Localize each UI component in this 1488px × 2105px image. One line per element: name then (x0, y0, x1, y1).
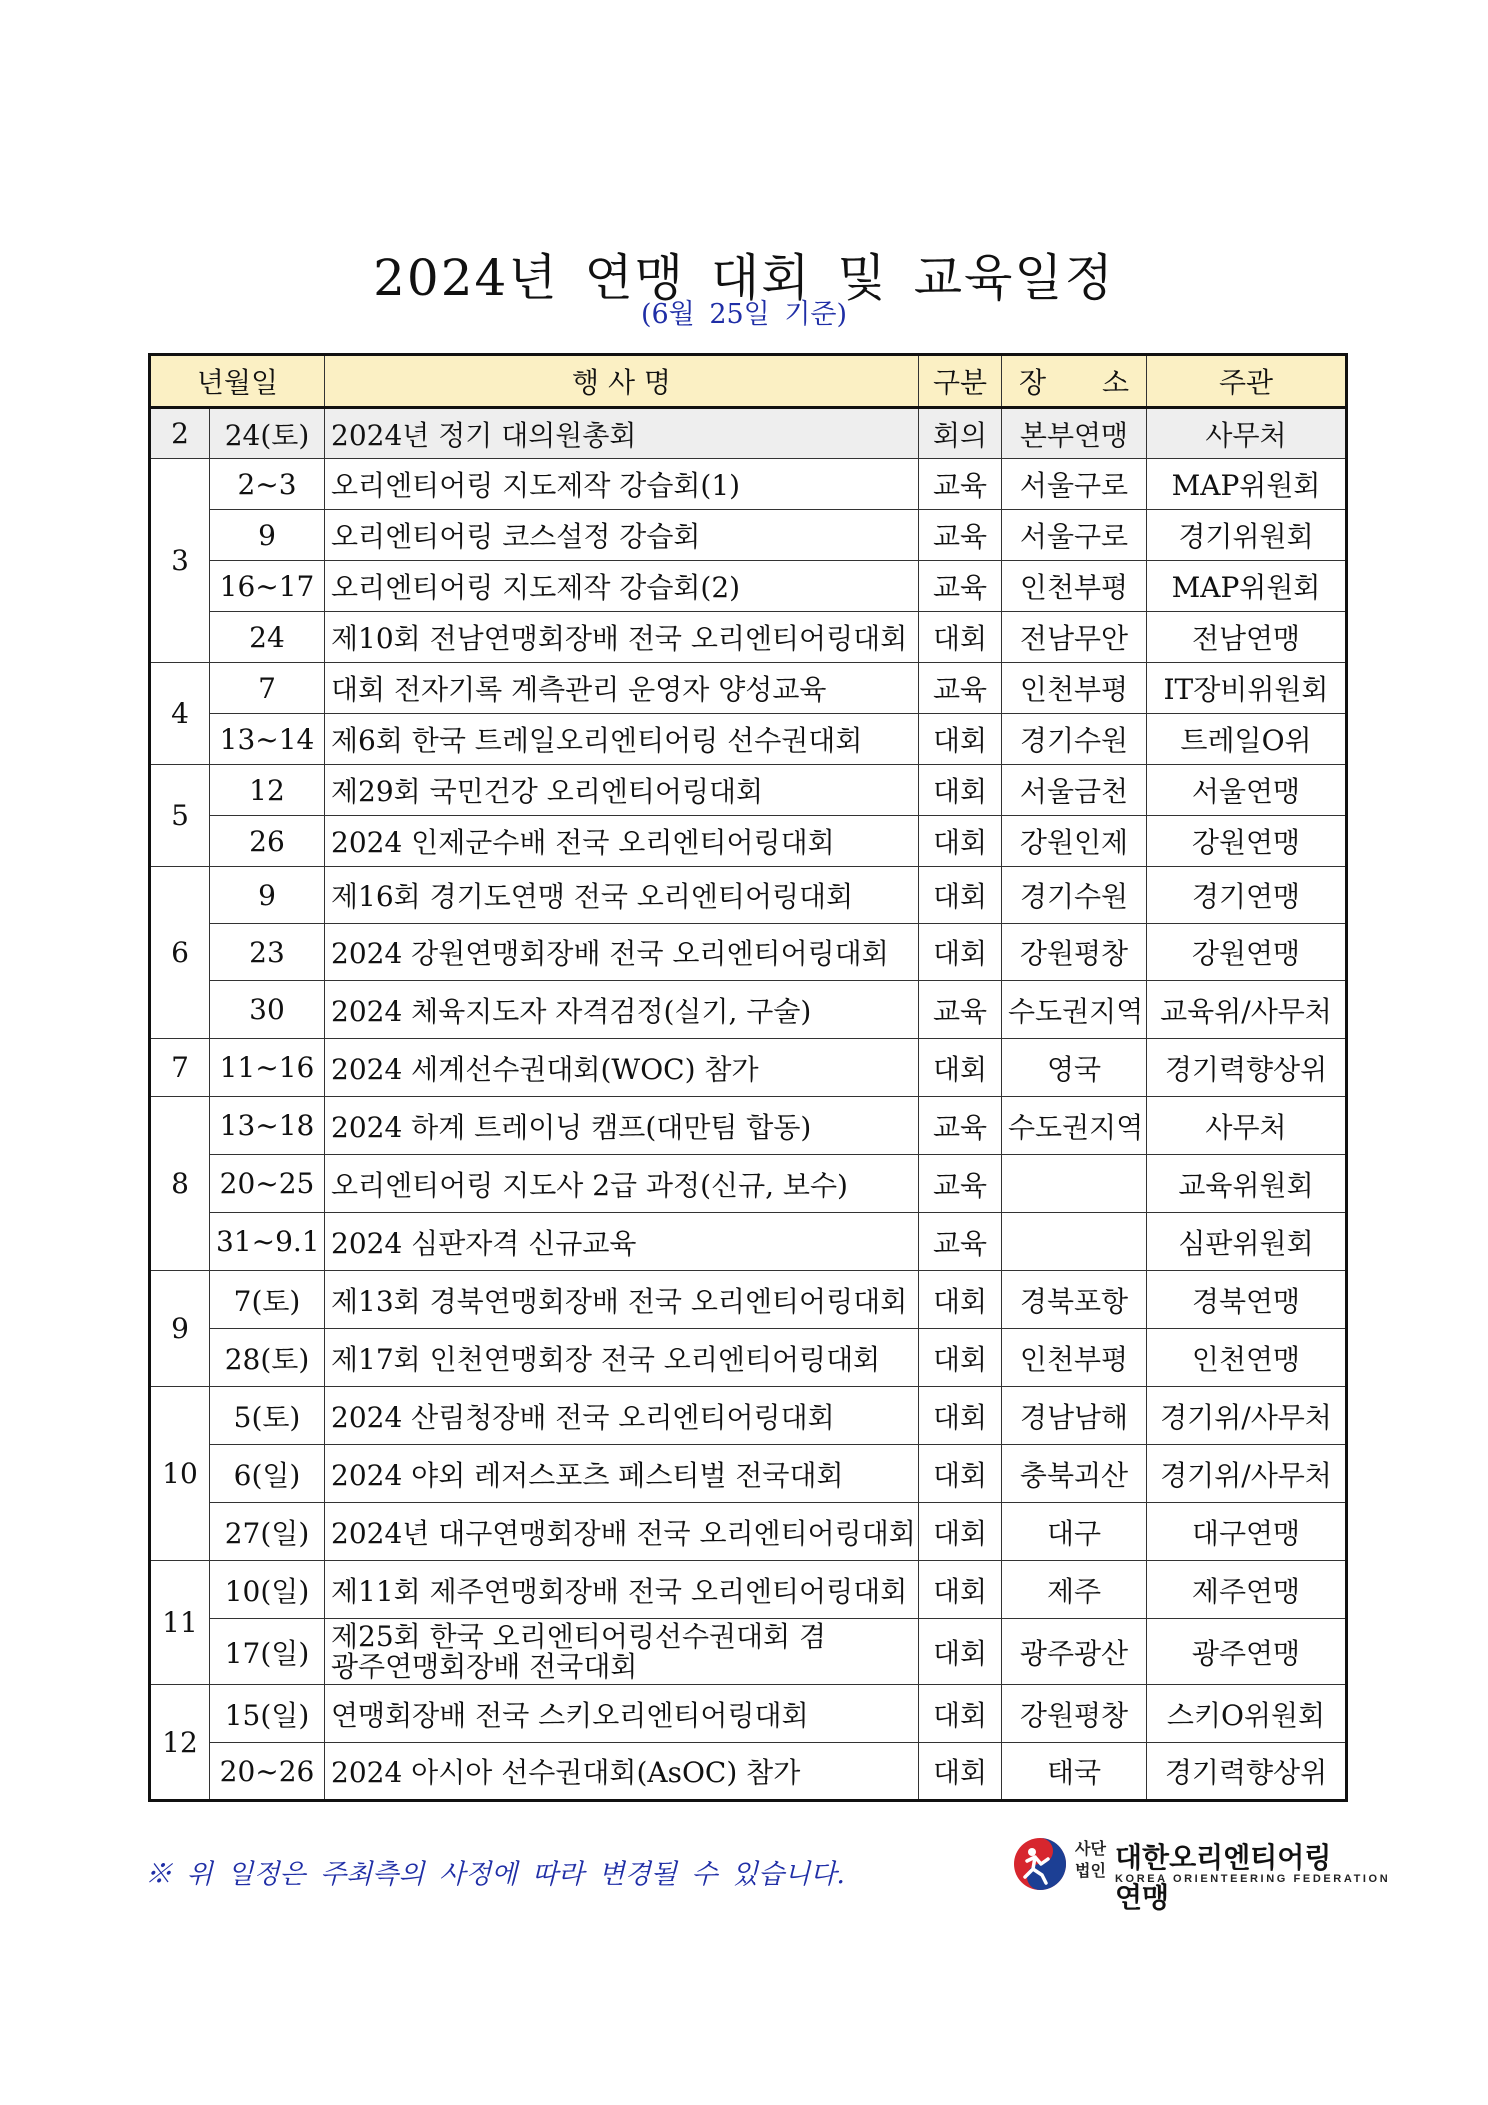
host-cell: 전남연맹 (1147, 612, 1347, 663)
month-cell: 5 (150, 765, 210, 867)
place-cell: 광주광산 (1002, 1619, 1147, 1685)
event-cell: 제17회 인천연맹회장 전국 오리엔티어링대회 (325, 1329, 919, 1387)
event-cell: 2024 아시아 선수권대회(AsOC) 참가 (325, 1743, 919, 1801)
type-cell: 대회 (919, 714, 1002, 765)
host-cell: 대구연맹 (1147, 1503, 1347, 1561)
page-subtitle: (6월 25일 기준) (640, 299, 848, 330)
header-host: 주관 (1147, 355, 1347, 408)
place-cell: 강원평창 (1002, 1685, 1147, 1743)
place-cell: 강원인제 (1002, 816, 1147, 867)
table-row (150, 1039, 1347, 1097)
date-cell: 24 (210, 612, 325, 663)
header-place: 장 소 (1002, 355, 1147, 408)
type-cell: 대회 (919, 1387, 1002, 1445)
event-cell: 제6회 한국 트레일오리엔티어링 선수권대회 (325, 714, 919, 765)
table-row (150, 1387, 1347, 1445)
date-cell: 10(일) (210, 1561, 325, 1619)
host-cell: 강원연맹 (1147, 816, 1347, 867)
host-cell: 경기력향상위 (1147, 1743, 1347, 1801)
date-cell: 12 (210, 765, 325, 816)
date-cell: 31~9.1 (210, 1213, 325, 1271)
event-cell: 2024 심판자격 신규교육 (325, 1213, 919, 1271)
event-cell: 2024 산림청장배 전국 오리엔티어링대회 (325, 1387, 919, 1445)
schedule-table (148, 353, 1348, 1802)
table-row (150, 924, 1347, 981)
place-cell: 인천부평 (1002, 663, 1147, 714)
event-cell: 2024 인제군수배 전국 오리엔티어링대회 (325, 816, 919, 867)
table-row (150, 1685, 1347, 1743)
host-cell: 서울연맹 (1147, 765, 1347, 816)
date-cell: 2~3 (210, 459, 325, 510)
host-cell: 교육위원회 (1147, 1155, 1347, 1213)
date-cell: 9 (210, 510, 325, 561)
place-cell: 서울구로 (1002, 459, 1147, 510)
host-cell: 심판위원회 (1147, 1213, 1347, 1271)
place-cell: 경남남해 (1002, 1387, 1147, 1445)
place-cell: 제주 (1002, 1561, 1147, 1619)
event-cell: 제11회 제주연맹회장배 전국 오리엔티어링대회 (325, 1561, 919, 1619)
type-cell: 대회 (919, 867, 1002, 924)
table-row (150, 612, 1347, 663)
schedule-note: ※ 위 일정은 주최측의 사정에 따라 변경될 수 있습니다. (145, 1859, 845, 1890)
event-cell: 2024년 대구연맹회장배 전국 오리엔티어링대회 (325, 1503, 919, 1561)
table-row (150, 816, 1347, 867)
place-cell: 본부연맹 (1002, 408, 1147, 459)
month-cell: 10 (150, 1387, 210, 1561)
table-row (150, 510, 1347, 561)
host-cell: 경북연맹 (1147, 1271, 1347, 1329)
event-cell: 2024 체육지도자 자격검정(실기, 구술) (325, 981, 919, 1039)
header-event: 행 사 명 (325, 355, 919, 408)
header-type: 구분 (919, 355, 1002, 408)
logo-english-name: KOREA ORIENTEERING FEDERATION (1115, 1873, 1391, 1885)
host-cell: 사무처 (1147, 1097, 1347, 1155)
table-row (150, 1503, 1347, 1561)
event-cell: 2024년 정기 대의원총회 (325, 408, 919, 459)
place-cell: 전남무안 (1002, 612, 1147, 663)
place-cell: 경기수원 (1002, 714, 1147, 765)
host-cell: 경기위/사무처 (1147, 1387, 1347, 1445)
date-cell: 23 (210, 924, 325, 981)
table-row (150, 867, 1347, 924)
place-cell: 인천부평 (1002, 561, 1147, 612)
event-cell: 연맹회장배 전국 스키오리엔티어링대회 (325, 1685, 919, 1743)
table-row (150, 1271, 1347, 1329)
date-cell: 20~25 (210, 1155, 325, 1213)
table-row (150, 1213, 1347, 1271)
place-cell (1002, 1213, 1147, 1271)
date-cell: 7 (210, 663, 325, 714)
type-cell: 대회 (919, 1445, 1002, 1503)
date-cell: 20~26 (210, 1743, 325, 1801)
date-cell: 11~16 (210, 1039, 325, 1097)
table-row (150, 408, 1347, 459)
logo-small-line-2: 법인 (1075, 1863, 1106, 1880)
type-cell: 교육 (919, 663, 1002, 714)
type-cell: 교육 (919, 981, 1002, 1039)
host-cell: IT장비위원회 (1147, 663, 1347, 714)
event-cell: 2024 세계선수권대회(WOC) 참가 (325, 1039, 919, 1097)
table-row (150, 561, 1347, 612)
host-cell: 경기위/사무처 (1147, 1445, 1347, 1503)
place-cell: 영국 (1002, 1039, 1147, 1097)
type-cell: 교육 (919, 510, 1002, 561)
table-row (150, 1155, 1347, 1213)
month-cell: 8 (150, 1097, 210, 1271)
event-cell: 오리엔티어링 지도사 2급 과정(신규, 보수) (325, 1155, 919, 1213)
place-cell: 경기수원 (1002, 867, 1147, 924)
type-cell: 교육 (919, 459, 1002, 510)
place-cell: 태국 (1002, 1743, 1147, 1801)
event-cell: 2024 하계 트레이닝 캠프(대만팀 합동) (325, 1097, 919, 1155)
place-cell: 서울구로 (1002, 510, 1147, 561)
host-cell: 트레일O위 (1147, 714, 1347, 765)
type-cell: 교육 (919, 561, 1002, 612)
host-cell: 경기연맹 (1147, 867, 1347, 924)
type-cell: 대회 (919, 1329, 1002, 1387)
host-cell: MAP위원회 (1147, 561, 1347, 612)
table-row (150, 1561, 1347, 1619)
month-cell: 9 (150, 1271, 210, 1387)
place-cell: 수도권지역 (1002, 1097, 1147, 1155)
place-cell: 경북포항 (1002, 1271, 1147, 1329)
place-cell: 수도권지역 (1002, 981, 1147, 1039)
type-cell: 대회 (919, 1685, 1002, 1743)
host-cell: MAP위원회 (1147, 459, 1347, 510)
month-cell: 7 (150, 1039, 210, 1097)
table-header-row (150, 355, 1347, 408)
event-cell (325, 1619, 919, 1685)
date-cell: 30 (210, 981, 325, 1039)
date-cell: 17(일) (210, 1619, 325, 1685)
event-cell: 오리엔티어링 코스설정 강습회 (325, 510, 919, 561)
date-cell: 15(일) (210, 1685, 325, 1743)
event-line-1: 제25회 한국 오리엔티어링선수권대회 겸 (331, 1619, 827, 1653)
place-cell: 서울금천 (1002, 765, 1147, 816)
place-cell: 강원평창 (1002, 924, 1147, 981)
date-cell: 9 (210, 867, 325, 924)
host-cell: 인천연맹 (1147, 1329, 1347, 1387)
host-cell: 경기위원회 (1147, 510, 1347, 561)
logo-corporate-label (1075, 1839, 1106, 1883)
logo-small-line-1: 사단 (1075, 1841, 1106, 1858)
event-cell: 대회 전자기록 계측관리 운영자 양성교육 (325, 663, 919, 714)
event-cell: 제13회 경북연맹회장배 전국 오리엔티어링대회 (325, 1271, 919, 1329)
type-cell: 대회 (919, 816, 1002, 867)
type-cell: 대회 (919, 1743, 1002, 1801)
month-cell: 3 (150, 459, 210, 663)
event-cell: 오리엔티어링 지도제작 강습회(1) (325, 459, 919, 510)
table-row (150, 663, 1347, 714)
place-cell: 충북괴산 (1002, 1445, 1147, 1503)
date-cell: 6(일) (210, 1445, 325, 1503)
table-row (150, 1445, 1347, 1503)
federation-emblem-icon (1013, 1837, 1067, 1891)
place-cell: 대구 (1002, 1503, 1147, 1561)
type-cell: 대회 (919, 1271, 1002, 1329)
event-line-2: 광주연맹회장배 전국대회 (331, 1649, 638, 1683)
month-cell: 11 (150, 1561, 210, 1685)
table-row (150, 1329, 1347, 1387)
header-date: 년월일 (150, 355, 325, 408)
date-cell: 26 (210, 816, 325, 867)
date-cell: 7(토) (210, 1271, 325, 1329)
type-cell: 대회 (919, 765, 1002, 816)
host-cell: 광주연맹 (1147, 1619, 1347, 1685)
date-cell: 24(토) (210, 408, 325, 459)
place-cell (1002, 1155, 1147, 1213)
date-cell: 13~14 (210, 714, 325, 765)
type-cell: 대회 (919, 1039, 1002, 1097)
month-cell: 4 (150, 663, 210, 765)
host-cell: 제주연맹 (1147, 1561, 1347, 1619)
date-cell: 13~18 (210, 1097, 325, 1155)
host-cell: 강원연맹 (1147, 924, 1347, 981)
type-cell: 교육 (919, 1213, 1002, 1271)
type-cell: 대회 (919, 924, 1002, 981)
host-cell: 경기력향상위 (1147, 1039, 1347, 1097)
type-cell: 교육 (919, 1155, 1002, 1213)
month-cell: 6 (150, 867, 210, 1039)
type-cell: 회의 (919, 408, 1002, 459)
date-cell: 28(토) (210, 1329, 325, 1387)
type-cell: 대회 (919, 1619, 1002, 1685)
type-cell: 대회 (919, 612, 1002, 663)
host-cell: 교육위/사무처 (1147, 981, 1347, 1039)
federation-logo (1013, 1835, 1391, 1913)
month-cell: 2 (150, 408, 210, 459)
place-cell: 인천부평 (1002, 1329, 1147, 1387)
date-cell: 27(일) (210, 1503, 325, 1561)
event-cell: 2024 강원연맹회장배 전국 오리엔티어링대회 (325, 924, 919, 981)
table-row (150, 1743, 1347, 1801)
type-cell: 대회 (919, 1561, 1002, 1619)
table-row (150, 714, 1347, 765)
table-row (150, 1097, 1347, 1155)
type-cell: 교육 (919, 1097, 1002, 1155)
month-cell: 12 (150, 1685, 210, 1801)
type-cell: 대회 (919, 1503, 1002, 1561)
table-row (150, 981, 1347, 1039)
event-cell: 제29회 국민건강 오리엔티어링대회 (325, 765, 919, 816)
event-cell: 제10회 전남연맹회장배 전국 오리엔티어링대회 (325, 612, 919, 663)
event-cell: 2024 야외 레저스포츠 페스티벌 전국대회 (325, 1445, 919, 1503)
page-title: 2024년 연맹 대회 및 교육일정 (373, 249, 1115, 307)
date-cell: 16~17 (210, 561, 325, 612)
host-cell: 사무처 (1147, 408, 1347, 459)
host-cell: 스키O위원회 (1147, 1685, 1347, 1743)
table-row (150, 1619, 1347, 1685)
table-row (150, 765, 1347, 816)
table-row (150, 459, 1347, 510)
date-cell: 5(토) (210, 1387, 325, 1445)
logo-name: 대한오리엔티어링연맹 (1115, 1842, 1332, 1913)
event-cell: 오리엔티어링 지도제작 강습회(2) (325, 561, 919, 612)
event-cell: 제16회 경기도연맹 전국 오리엔티어링대회 (325, 867, 919, 924)
